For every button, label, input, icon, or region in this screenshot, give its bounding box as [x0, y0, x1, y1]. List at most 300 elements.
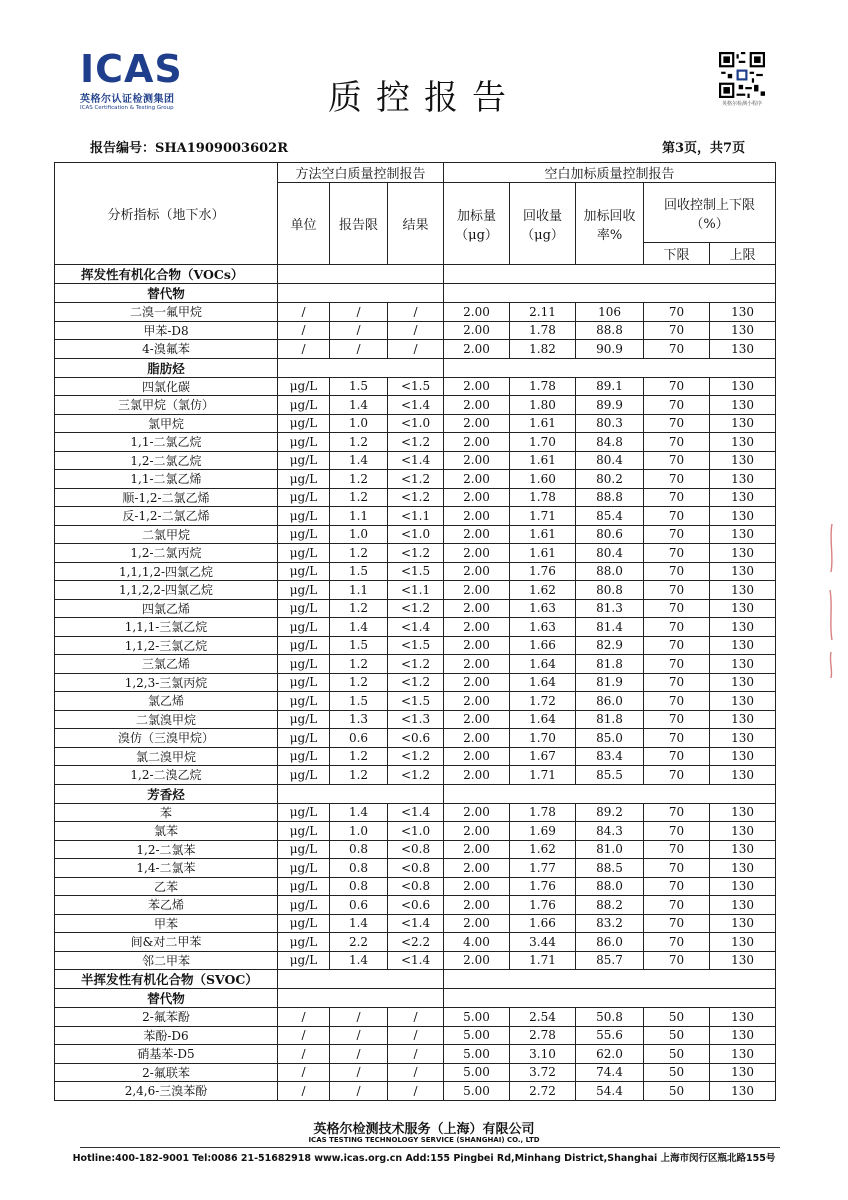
empty-cell — [278, 989, 444, 1008]
lower-limit-cell: 70 — [644, 451, 710, 470]
analyte-name: 1,2-二氯乙烷 — [55, 451, 278, 470]
lower-limit-cell: 70 — [644, 433, 710, 452]
table-row — [55, 710, 776, 729]
empty-cell — [444, 989, 776, 1008]
reporting-limit-cell: 1.2 — [330, 766, 388, 785]
result-cell: <0.8 — [388, 840, 444, 859]
analyte-name: 甲苯-D8 — [55, 321, 278, 340]
analyte-name: 2-氟苯酚 — [55, 1008, 278, 1027]
recovered-cell: 1.78 — [510, 377, 576, 396]
table-row — [55, 451, 776, 470]
table-row — [55, 766, 776, 785]
table-row — [55, 544, 776, 563]
result-cell: <1.5 — [388, 377, 444, 396]
recovery-rate-cell: 85.5 — [576, 766, 644, 785]
upper-limit-cell: 130 — [710, 1082, 776, 1101]
analyte-name: 苯酚-D6 — [55, 1026, 278, 1045]
recovery-rate-cell: 80.3 — [576, 414, 644, 433]
recovered-cell: 3.72 — [510, 1063, 576, 1082]
recovered-cell: 1.61 — [510, 451, 576, 470]
recovery-rate-cell: 83.2 — [576, 914, 644, 933]
analyte-name: 1,2-二氯苯 — [55, 840, 278, 859]
table-row — [55, 655, 776, 674]
spike-amount-cell: 5.00 — [444, 1026, 510, 1045]
spike-amount-cell: 2.00 — [444, 340, 510, 359]
table-row — [55, 877, 776, 896]
analyte-name: 氯甲烷 — [55, 414, 278, 433]
unit-header: 单位 — [278, 183, 330, 265]
spike-amount-cell: 2.00 — [444, 433, 510, 452]
analyte-name: 1,1,2,2-四氯乙烷 — [55, 581, 278, 600]
upper-limit-cell: 130 — [710, 803, 776, 822]
recovery-rate-cell: 80.4 — [576, 451, 644, 470]
recovered-cell: 1.63 — [510, 599, 576, 618]
lower-limit-cell: 50 — [644, 1063, 710, 1082]
unit-cell: μg/L — [278, 877, 330, 896]
subgroup-header-row — [55, 989, 776, 1008]
spike-amount-cell: 5.00 — [444, 1082, 510, 1101]
upper-limit-cell: 130 — [710, 636, 776, 655]
upper-limit-cell: 130 — [710, 396, 776, 415]
analyte-name: 二氯溴甲烷 — [55, 710, 278, 729]
analyte-name: 乙苯 — [55, 877, 278, 896]
upper-limit-cell: 130 — [710, 340, 776, 359]
spike-amount-cell: 2.00 — [444, 581, 510, 600]
spike-amount-cell: 2.00 — [444, 636, 510, 655]
upper-limit-cell: 130 — [710, 655, 776, 674]
analyte-name: 1,1,1-三氯乙烷 — [55, 618, 278, 637]
unit-cell: μg/L — [278, 581, 330, 600]
logo-cn-text: 英格尔认证检测集团 — [80, 94, 175, 105]
analyte-name: 1,2-二氯丙烷 — [55, 544, 278, 563]
reporting-limit-cell: 1.2 — [330, 433, 388, 452]
lower-limit-cell: 70 — [644, 525, 710, 544]
reporting-limit-cell: / — [330, 340, 388, 359]
unit-cell: μg/L — [278, 673, 330, 692]
result-cell: <0.8 — [388, 859, 444, 878]
table-row — [55, 470, 776, 489]
reporting-limit-cell: 0.8 — [330, 840, 388, 859]
reporting-limit-cell: / — [330, 1026, 388, 1045]
unit-cell: μg/L — [278, 599, 330, 618]
table-row — [55, 951, 776, 970]
result-cell: <1.2 — [388, 433, 444, 452]
analyte-name: 间&对二甲苯 — [55, 933, 278, 952]
upper-limit-cell: 130 — [710, 451, 776, 470]
subgroup-header-row — [55, 284, 776, 303]
spike-amount-cell: 4.00 — [444, 933, 510, 952]
unit-cell: μg/L — [278, 396, 330, 415]
upper-limit-cell: 130 — [710, 951, 776, 970]
lower-limit-cell: 50 — [644, 1026, 710, 1045]
upper-limit-cell: 130 — [710, 1026, 776, 1045]
unit-cell: μg/L — [278, 414, 330, 433]
reporting-limit-cell: / — [330, 1045, 388, 1064]
recovery-rate-cell: 74.4 — [576, 1063, 644, 1082]
result-cell: <1.1 — [388, 507, 444, 526]
recovery-rate-cell: 85.7 — [576, 951, 644, 970]
lower-limit-cell: 70 — [644, 822, 710, 841]
upper-limit-cell: 130 — [710, 729, 776, 748]
result-cell: / — [388, 1045, 444, 1064]
lower-limit-cell: 70 — [644, 599, 710, 618]
spike-amount-cell: 2.00 — [444, 396, 510, 415]
reporting-limit-cell: 0.6 — [330, 729, 388, 748]
empty-cell — [444, 784, 776, 803]
recovery-rate-cell: 86.0 — [576, 692, 644, 711]
recovered-cell: 2.72 — [510, 1082, 576, 1101]
lower-limit-cell: 70 — [644, 896, 710, 915]
analyte-name: 溴仿（三溴甲烷） — [55, 729, 278, 748]
upper-limit-cell: 130 — [710, 544, 776, 563]
upper-limit-cell: 130 — [710, 896, 776, 915]
unit-cell: μg/L — [278, 914, 330, 933]
table-row — [55, 562, 776, 581]
spike-amount-cell: 2.00 — [444, 877, 510, 896]
recovery-limits-label: 回收控制上下限 — [664, 197, 756, 213]
table-row — [55, 599, 776, 618]
analyte-name: 三氯乙烯 — [55, 655, 278, 674]
unit-cell: / — [278, 1063, 330, 1082]
analyte-name: 顺-1,2-二氯乙烯 — [55, 488, 278, 507]
result-cell: <1.5 — [388, 636, 444, 655]
recovered-cell: 1.76 — [510, 562, 576, 581]
upper-limit-cell: 130 — [710, 618, 776, 637]
lower-limit-cell: 70 — [644, 840, 710, 859]
upper-limit-cell: 130 — [710, 840, 776, 859]
qc-report-table — [54, 162, 776, 1101]
recovery-rate-cell: 62.0 — [576, 1045, 644, 1064]
subgroup-label: 脂肪烃 — [55, 358, 278, 377]
group-label: 半挥发性有机化合物（SVOC） — [55, 970, 278, 989]
spike-amount-cell: 2.00 — [444, 451, 510, 470]
group-header-row — [55, 265, 776, 284]
lower-limit-header: 下限 — [644, 243, 710, 265]
unit-cell: μg/L — [278, 747, 330, 766]
upper-limit-cell: 130 — [710, 710, 776, 729]
table-row — [55, 636, 776, 655]
analyte-name: 1,1-二氯乙烯 — [55, 470, 278, 489]
unit-cell: μg/L — [278, 951, 330, 970]
reporting-limit-cell: 1.2 — [330, 747, 388, 766]
reporting-limit-cell: 0.8 — [330, 877, 388, 896]
recovered-cell: 1.62 — [510, 581, 576, 600]
recovery-rate-cell: 81.8 — [576, 655, 644, 674]
recovered-cell: 1.66 — [510, 914, 576, 933]
footer-company-cn: 英格尔检测技术服务（上海）有限公司 — [313, 1122, 535, 1137]
analyte-name: 1,1,1,2-四氯乙烷 — [55, 562, 278, 581]
spike-amount-cell: 2.00 — [444, 618, 510, 637]
analyte-name: 1,2,3-三氯丙烷 — [55, 673, 278, 692]
recovery-rate-cell: 81.4 — [576, 618, 644, 637]
spike-amount-cell: 2.00 — [444, 914, 510, 933]
spike-amount-cell: 2.00 — [444, 822, 510, 841]
result-cell: <1.5 — [388, 562, 444, 581]
analyte-name: 1,1-二氯乙烷 — [55, 433, 278, 452]
result-cell: <1.2 — [388, 599, 444, 618]
lower-limit-cell: 70 — [644, 877, 710, 896]
table-row — [55, 859, 776, 878]
reporting-limit-cell: 1.2 — [330, 599, 388, 618]
analyte-name: 苯乙烯 — [55, 896, 278, 915]
upper-limit-cell: 130 — [710, 488, 776, 507]
recovery-rate-cell: 89.1 — [576, 377, 644, 396]
spike-amount-unit: （μg） — [455, 227, 498, 243]
subgroup-header-row — [55, 358, 776, 377]
footer-company-en: ICAS TESTING TECHNOLOGY SERVICE (SHANGHAI) CO., LTD — [308, 1136, 540, 1144]
recovered-label: 回收量 — [523, 208, 563, 224]
upper-limit-cell: 130 — [710, 673, 776, 692]
reporting-limit-cell: 1.2 — [330, 544, 388, 563]
recovered-cell: 2.78 — [510, 1026, 576, 1045]
recovery-rate-cell: 88.5 — [576, 859, 644, 878]
analyte-name: 1,1,2-三氯乙烷 — [55, 636, 278, 655]
upper-limit-cell: 130 — [710, 692, 776, 711]
analyte-name: 反-1,2-二氯乙烯 — [55, 507, 278, 526]
lower-limit-cell: 70 — [644, 859, 710, 878]
recovered-cell: 1.61 — [510, 525, 576, 544]
spike-amount-cell: 2.00 — [444, 840, 510, 859]
lower-limit-cell: 70 — [644, 692, 710, 711]
subgroup-label: 芳香烃 — [55, 784, 278, 803]
unit-cell: / — [278, 1082, 330, 1101]
spike-amount-label: 加标量 — [457, 208, 497, 224]
recovery-rate-cell: 88.0 — [576, 562, 644, 581]
recovered-cell: 1.60 — [510, 470, 576, 489]
recovered-cell: 1.78 — [510, 321, 576, 340]
upper-limit-cell: 130 — [710, 321, 776, 340]
footer-divider — [80, 1147, 780, 1148]
unit-cell: μg/L — [278, 377, 330, 396]
result-cell: <2.2 — [388, 933, 444, 952]
result-cell: <1.4 — [388, 396, 444, 415]
unit-cell: μg/L — [278, 470, 330, 489]
result-cell: <1.0 — [388, 822, 444, 841]
unit-cell: / — [278, 1008, 330, 1027]
recovery-rate-cell: 89.2 — [576, 803, 644, 822]
recovered-cell: 1.61 — [510, 544, 576, 563]
lower-limit-cell: 70 — [644, 396, 710, 415]
result-cell: <1.4 — [388, 951, 444, 970]
upper-limit-cell: 130 — [710, 599, 776, 618]
spike-amount-cell: 2.00 — [444, 747, 510, 766]
spike-amount-cell: 5.00 — [444, 1008, 510, 1027]
unit-cell: μg/L — [278, 859, 330, 878]
recovered-cell: 1.71 — [510, 507, 576, 526]
reporting-limit-cell: / — [330, 1008, 388, 1027]
reporting-limit-cell: / — [330, 1063, 388, 1082]
table-row — [55, 1008, 776, 1027]
unit-cell: μg/L — [278, 933, 330, 952]
result-header: 结果 — [388, 183, 444, 265]
table-row — [55, 673, 776, 692]
result-cell: <0.8 — [388, 877, 444, 896]
analyte-name: 甲苯 — [55, 914, 278, 933]
lower-limit-cell: 70 — [644, 951, 710, 970]
recovery-rate-cell: 54.4 — [576, 1082, 644, 1101]
upper-limit-cell: 130 — [710, 1008, 776, 1027]
recovery-rate-cell: 81.8 — [576, 710, 644, 729]
reporting-limit-cell: 1.5 — [330, 636, 388, 655]
empty-cell — [444, 970, 776, 989]
spike-amount-cell: 2.00 — [444, 766, 510, 785]
table-row — [55, 1045, 776, 1064]
unit-cell: / — [278, 340, 330, 359]
result-cell: / — [388, 1008, 444, 1027]
upper-limit-cell: 130 — [710, 933, 776, 952]
unit-cell: μg/L — [278, 822, 330, 841]
reporting-limit-cell: / — [330, 321, 388, 340]
empty-cell — [278, 358, 444, 377]
lower-limit-cell: 70 — [644, 377, 710, 396]
recovered-cell: 1.67 — [510, 747, 576, 766]
unit-cell: / — [278, 1026, 330, 1045]
recovered-cell: 3.44 — [510, 933, 576, 952]
upper-limit-cell: 130 — [710, 914, 776, 933]
recovery-rate-cell: 88.2 — [576, 896, 644, 915]
unit-cell: μg/L — [278, 896, 330, 915]
result-cell: <1.2 — [388, 655, 444, 674]
table-row — [55, 1026, 776, 1045]
upper-limit-header: 上限 — [710, 243, 776, 265]
result-cell: <1.2 — [388, 470, 444, 489]
recovered-header — [510, 183, 576, 265]
unit-cell: μg/L — [278, 451, 330, 470]
analyte-name: 三氯甲烷（氯仿） — [55, 396, 278, 415]
recovery-rate-cell: 82.9 — [576, 636, 644, 655]
reporting-limit-cell: 1.5 — [330, 377, 388, 396]
recovery-rate-cell: 81.0 — [576, 840, 644, 859]
spike-amount-cell: 2.00 — [444, 655, 510, 674]
reporting-limit-cell: 1.4 — [330, 618, 388, 637]
upper-limit-cell: 130 — [710, 747, 776, 766]
reporting-limit-cell: 1.4 — [330, 951, 388, 970]
analyte-name: 苯 — [55, 803, 278, 822]
table-row — [55, 340, 776, 359]
result-cell: <1.1 — [388, 581, 444, 600]
unit-cell: μg/L — [278, 729, 330, 748]
recovered-cell: 1.72 — [510, 692, 576, 711]
spike-amount-cell: 2.00 — [444, 507, 510, 526]
result-cell: / — [388, 340, 444, 359]
upper-limit-cell: 130 — [710, 433, 776, 452]
analyte-name: 四氯化碳 — [55, 377, 278, 396]
unit-cell: μg/L — [278, 766, 330, 785]
lower-limit-cell: 70 — [644, 414, 710, 433]
recovery-rate-cell: 55.6 — [576, 1026, 644, 1045]
table-row — [55, 414, 776, 433]
recovered-unit: （μg） — [521, 227, 564, 243]
recovery-rate-cell: 50.8 — [576, 1008, 644, 1027]
table-row — [55, 747, 776, 766]
unit-cell: μg/L — [278, 544, 330, 563]
reporting-limit-cell: 1.1 — [330, 581, 388, 600]
reporting-limit-cell: 1.3 — [330, 710, 388, 729]
table-row — [55, 840, 776, 859]
upper-limit-cell: 130 — [710, 303, 776, 322]
table-row — [55, 321, 776, 340]
footer-contact: Hotline:400-182-9001 Tel:0086 21-51682918 www.icas.org.cn Add:155 Pingbei Rd,Minhang District,Shanghai 上海市闵行区瓶北路155号 — [72, 1153, 776, 1164]
spike-amount-cell: 2.00 — [444, 710, 510, 729]
spike-amount-cell: 2.00 — [444, 673, 510, 692]
upper-limit-cell: 130 — [710, 414, 776, 433]
upper-limit-cell: 130 — [710, 859, 776, 878]
recovery-rate-cell: 86.0 — [576, 933, 644, 952]
recovered-cell: 1.71 — [510, 951, 576, 970]
upper-limit-cell: 130 — [710, 766, 776, 785]
unit-cell: μg/L — [278, 636, 330, 655]
table-row — [55, 803, 776, 822]
spike-amount-header — [444, 183, 510, 265]
result-cell: <1.2 — [388, 747, 444, 766]
lower-limit-cell: 70 — [644, 581, 710, 600]
table-body — [55, 265, 776, 1101]
reporting-limit-cell: 1.4 — [330, 914, 388, 933]
qr-code-icon — [719, 52, 765, 98]
analyte-header: 分析指标（地下水） — [55, 163, 278, 265]
table-row — [55, 933, 776, 952]
lower-limit-cell: 70 — [644, 803, 710, 822]
table-row — [55, 525, 776, 544]
table-row — [55, 396, 776, 415]
unit-cell: / — [278, 321, 330, 340]
result-cell: <0.6 — [388, 896, 444, 915]
analyte-name: 四氯乙烯 — [55, 599, 278, 618]
table-row — [55, 488, 776, 507]
recovered-cell: 3.10 — [510, 1045, 576, 1064]
reporting-limit-cell: 1.4 — [330, 803, 388, 822]
spike-amount-cell: 2.00 — [444, 729, 510, 748]
page-title: 质控报告 — [328, 78, 520, 118]
reporting-limit-cell: / — [330, 1082, 388, 1101]
logo-wordmark: ICAS — [80, 47, 183, 91]
reporting-limit-cell: 1.2 — [330, 470, 388, 489]
recovered-cell: 1.71 — [510, 766, 576, 785]
result-cell: <1.5 — [388, 692, 444, 711]
lower-limit-cell: 70 — [644, 747, 710, 766]
recovery-limits-unit: （%） — [690, 216, 729, 232]
result-cell: / — [388, 303, 444, 322]
recovered-cell: 1.64 — [510, 655, 576, 674]
lower-limit-cell: 70 — [644, 710, 710, 729]
unit-cell: μg/L — [278, 562, 330, 581]
result-cell: <1.4 — [388, 451, 444, 470]
upper-limit-cell: 130 — [710, 507, 776, 526]
recovery-rate-cell: 84.3 — [576, 822, 644, 841]
table-row — [55, 914, 776, 933]
analyte-name: 二溴一氟甲烷 — [55, 303, 278, 322]
unit-cell: μg/L — [278, 692, 330, 711]
spike-amount-cell: 2.00 — [444, 562, 510, 581]
recovery-rate-cell: 80.6 — [576, 525, 644, 544]
recovered-cell: 1.77 — [510, 859, 576, 878]
empty-cell — [278, 784, 444, 803]
recovered-cell: 1.70 — [510, 433, 576, 452]
lower-limit-cell: 70 — [644, 303, 710, 322]
empty-cell — [278, 284, 444, 303]
recovery-rate-cell: 80.8 — [576, 581, 644, 600]
spike-amount-cell: 2.00 — [444, 859, 510, 878]
empty-cell — [278, 970, 444, 989]
recovered-cell: 1.78 — [510, 488, 576, 507]
empty-cell — [444, 358, 776, 377]
lower-limit-cell: 70 — [644, 729, 710, 748]
analyte-name: 2,4,6-三溴苯酚 — [55, 1082, 278, 1101]
result-cell: <1.4 — [388, 914, 444, 933]
upper-limit-cell: 130 — [710, 525, 776, 544]
reporting-limit-cell: 1.5 — [330, 562, 388, 581]
logo-en-text: ICAS Certification & Testing Group — [80, 105, 174, 111]
